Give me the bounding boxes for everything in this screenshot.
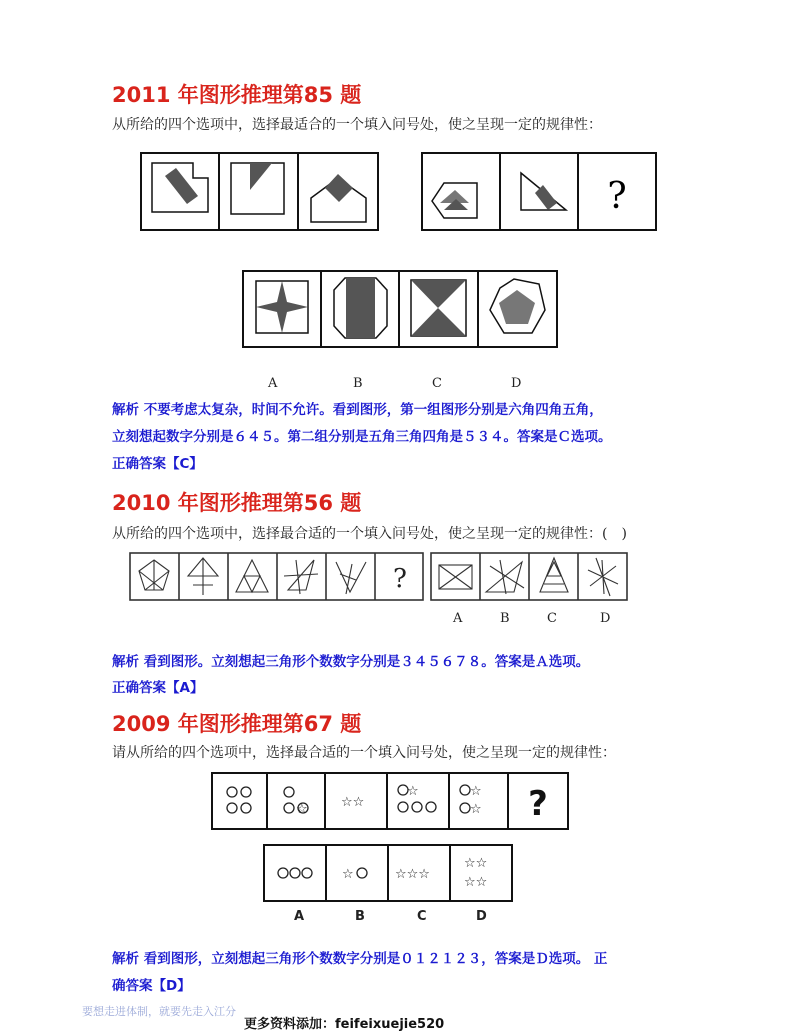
q2-question-mark: ? [393,564,407,594]
q3-option-b-label: B [355,909,365,924]
q1-option-d-label: D [511,376,522,391]
svg-text:☆☆: ☆☆ [464,875,488,890]
svg-text:☆: ☆ [470,802,482,817]
svg-text:☆: ☆ [296,802,308,817]
q3-title: 2009 年图形推理第67 题 [112,712,362,736]
q2-option-a-label: A [453,611,463,626]
svg-text:☆☆: ☆☆ [341,795,365,810]
q3-analysis-line1: 解析 看到图形，立刻想起三角形个数数字分别是０１２１２３，答案是Ｄ选项。 正 [112,951,608,967]
q1-option-a-label: A [268,376,278,391]
q3-option-c-label: C [417,909,427,924]
q2-instruction: 从所给的四个选项中，选择最合适的一个填入问号处，使之呈现一定的规律性：( ) [112,526,627,542]
svg-text:☆: ☆ [342,867,354,882]
q3-option-d-label: D [476,909,487,924]
q2-title: 2010 年图形推理第56 题 [112,491,362,515]
q2-answer: 正确答案【A】 [112,680,204,696]
svg-text:☆☆☆: ☆☆☆ [395,867,430,882]
q1-question-mark: ? [607,176,627,217]
footer-left-text: 要想走进体制，就要先走入江分 [82,1005,236,1018]
svg-text:☆: ☆ [407,784,419,799]
q1-instruction: 从所给的四个选项中，选择最适合的一个填入问号处，使之呈现一定的规律性： [112,117,602,133]
q3-analysis-line2: 确答案【D】 [112,978,191,994]
q2-option-b-label: B [500,611,510,626]
footer-right-text: 更多资料添加：feifeixuejie520 [244,1017,445,1032]
svg-text:☆: ☆ [470,784,482,799]
q3-option-a-label: A [294,909,305,924]
q3-question-mark: ? [528,784,548,824]
q1-answer: 正确答案【C】 [112,456,203,472]
svg-text:☆☆: ☆☆ [464,856,488,871]
q1-analysis-line2: 立刻想起数字分别是６４５。第二组分别是五角三角四角是５３４。答案是Ｃ选项。 [112,429,612,445]
q1-option-b-label: B [353,376,363,391]
q2-option-c-label: C [547,611,557,626]
q2-analysis-line1: 解析 看到图形。立刻想起三角形个数数字分别是３４５６７８。答案是Ａ选项。 [112,654,590,670]
q1-analysis-line1: 解析 不要考虑太复杂，时间不允许。看到图形，第一组图形分别是六角四角五角， [112,402,603,418]
q1-title: 2011 年图形推理第85 题 [112,83,362,107]
q2-option-d-label: D [600,611,611,626]
q3-instruction: 请从所给的四个选项中，选择最合适的一个填入问号处，使之呈现一定的规律性： [112,745,616,761]
q1-option-c-label: C [432,376,442,391]
